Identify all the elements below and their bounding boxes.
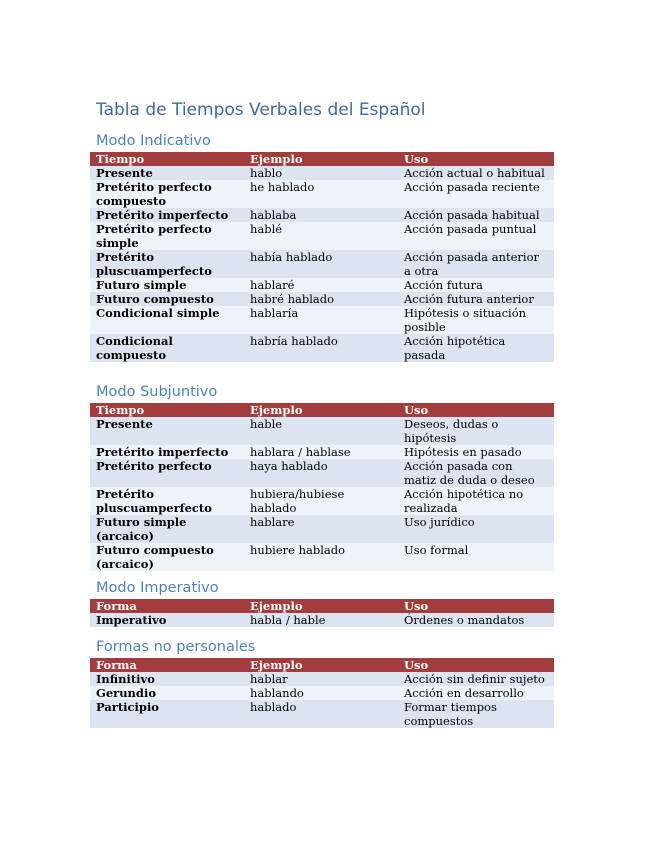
- cell-example: hablara / hablase: [244, 445, 398, 459]
- table-row: [90, 208, 554, 222]
- cell-use: Formar tiempos compuestos: [398, 700, 554, 728]
- table-header-row: [90, 403, 554, 417]
- table-row: [90, 292, 554, 306]
- cell-tense: Infinitivo: [90, 672, 244, 686]
- table-row: [90, 334, 554, 362]
- column-header-uso: Uso: [398, 658, 554, 672]
- table-row: [90, 515, 554, 543]
- cell-use: Acción hipotética pasada: [398, 334, 554, 362]
- cell-tense: Pretérito imperfecto: [90, 208, 244, 222]
- cell-example: hablare: [244, 515, 398, 543]
- cell-tense: Futuro compuesto: [90, 292, 244, 306]
- column-header-ejemplo: Ejemplo: [244, 152, 398, 166]
- table-row: [90, 222, 554, 250]
- table-row: [90, 445, 554, 459]
- cell-use: Uso jurídico: [398, 515, 554, 543]
- cell-use: Acción futura: [398, 278, 554, 292]
- cell-example: habla / hable: [244, 613, 398, 627]
- table-row: [90, 166, 554, 180]
- column-header-forma: Forma: [90, 658, 244, 672]
- section-heading-indicativo: Modo Indicativo: [96, 133, 211, 149]
- cell-tense: Presente: [90, 417, 244, 445]
- table-indicativo: [90, 152, 554, 362]
- cell-tense: Pretérito pluscuamperfecto: [90, 487, 244, 515]
- cell-use: Acción pasada con matiz de duda o deseo: [398, 459, 554, 487]
- cell-tense: Futuro simple: [90, 278, 244, 292]
- cell-example: hable: [244, 417, 398, 445]
- table-header-row: [90, 599, 554, 613]
- cell-example: habré hablado: [244, 292, 398, 306]
- cell-use: Acción sin definir sujeto: [398, 672, 554, 686]
- column-header-uso: Uso: [398, 599, 554, 613]
- cell-tense: Gerundio: [90, 686, 244, 700]
- cell-example: hablo: [244, 166, 398, 180]
- table-row: [90, 672, 554, 686]
- cell-example: hablaría: [244, 306, 398, 334]
- cell-use: Acción pasada habitual: [398, 208, 554, 222]
- cell-example: hubiera/hubiese hablado: [244, 487, 398, 515]
- cell-example: hablado: [244, 700, 398, 728]
- cell-use: Acción pasada anterior a otra: [398, 250, 554, 278]
- table-row: [90, 613, 554, 627]
- cell-tense: Imperativo: [90, 613, 244, 627]
- column-header-ejemplo: Ejemplo: [244, 658, 398, 672]
- cell-tense: Futuro compuesto (arcaico): [90, 543, 244, 571]
- cell-example: hablaba: [244, 208, 398, 222]
- table-imperativo: [90, 599, 554, 627]
- cell-tense: Condicional compuesto: [90, 334, 244, 362]
- cell-use: Hipótesis en pasado: [398, 445, 554, 459]
- table-row: [90, 180, 554, 208]
- cell-example: hablar: [244, 672, 398, 686]
- cell-use: Acción hipotética no realizada: [398, 487, 554, 515]
- table-subjuntivo: [90, 403, 554, 571]
- cell-use: Hipótesis o situación posible: [398, 306, 554, 334]
- cell-use: Acción actual o habitual: [398, 166, 554, 180]
- table-row: [90, 686, 554, 700]
- cell-example: hubiere hablado: [244, 543, 398, 571]
- cell-tense: Presente: [90, 166, 244, 180]
- table-header-row: [90, 152, 554, 166]
- cell-use: Deseos, dudas o hipótesis: [398, 417, 554, 445]
- table-row: [90, 543, 554, 571]
- cell-use: Órdenes o mandatos: [398, 613, 554, 627]
- table-row: [90, 417, 554, 445]
- column-header-uso: Uso: [398, 403, 554, 417]
- table-row: [90, 487, 554, 515]
- cell-use: Acción en desarrollo: [398, 686, 554, 700]
- cell-use: Acción futura anterior: [398, 292, 554, 306]
- column-header-tiempo: Tiempo: [90, 403, 244, 417]
- column-header-forma: Forma: [90, 599, 244, 613]
- table-row: [90, 250, 554, 278]
- column-header-uso: Uso: [398, 152, 554, 166]
- cell-example: hablaré: [244, 278, 398, 292]
- cell-tense: Participio: [90, 700, 244, 728]
- table-formas-no-personales: [90, 658, 554, 728]
- cell-tense: Pretérito perfecto simple: [90, 222, 244, 250]
- cell-tense: Pretérito perfecto: [90, 459, 244, 487]
- table-row: [90, 700, 554, 728]
- table-row: [90, 459, 554, 487]
- cell-use: Acción pasada puntual: [398, 222, 554, 250]
- cell-example: he hablado: [244, 180, 398, 208]
- cell-tense: Pretérito perfecto compuesto: [90, 180, 244, 208]
- table-header-row: [90, 658, 554, 672]
- cell-tense: Condicional simple: [90, 306, 244, 334]
- cell-example: hablé: [244, 222, 398, 250]
- cell-tense: Pretérito pluscuamperfecto: [90, 250, 244, 278]
- column-header-ejemplo: Ejemplo: [244, 599, 398, 613]
- cell-use: Acción pasada reciente: [398, 180, 554, 208]
- cell-example: habría hablado: [244, 334, 398, 362]
- column-header-tiempo: Tiempo: [90, 152, 244, 166]
- column-header-ejemplo: Ejemplo: [244, 403, 398, 417]
- section-heading-subjuntivo: Modo Subjuntivo: [96, 384, 218, 400]
- section-heading-formas-no-personales: Formas no personales: [96, 639, 256, 655]
- cell-example: haya hablado: [244, 459, 398, 487]
- cell-tense: Pretérito imperfecto: [90, 445, 244, 459]
- table-row: [90, 306, 554, 334]
- page-title: Tabla de Tiempos Verbales del Español: [96, 100, 426, 120]
- cell-example: había hablado: [244, 250, 398, 278]
- table-row: [90, 278, 554, 292]
- section-heading-imperativo: Modo Imperativo: [96, 580, 219, 596]
- cell-use: Uso formal: [398, 543, 554, 571]
- cell-example: hablando: [244, 686, 398, 700]
- cell-tense: Futuro simple (arcaico): [90, 515, 244, 543]
